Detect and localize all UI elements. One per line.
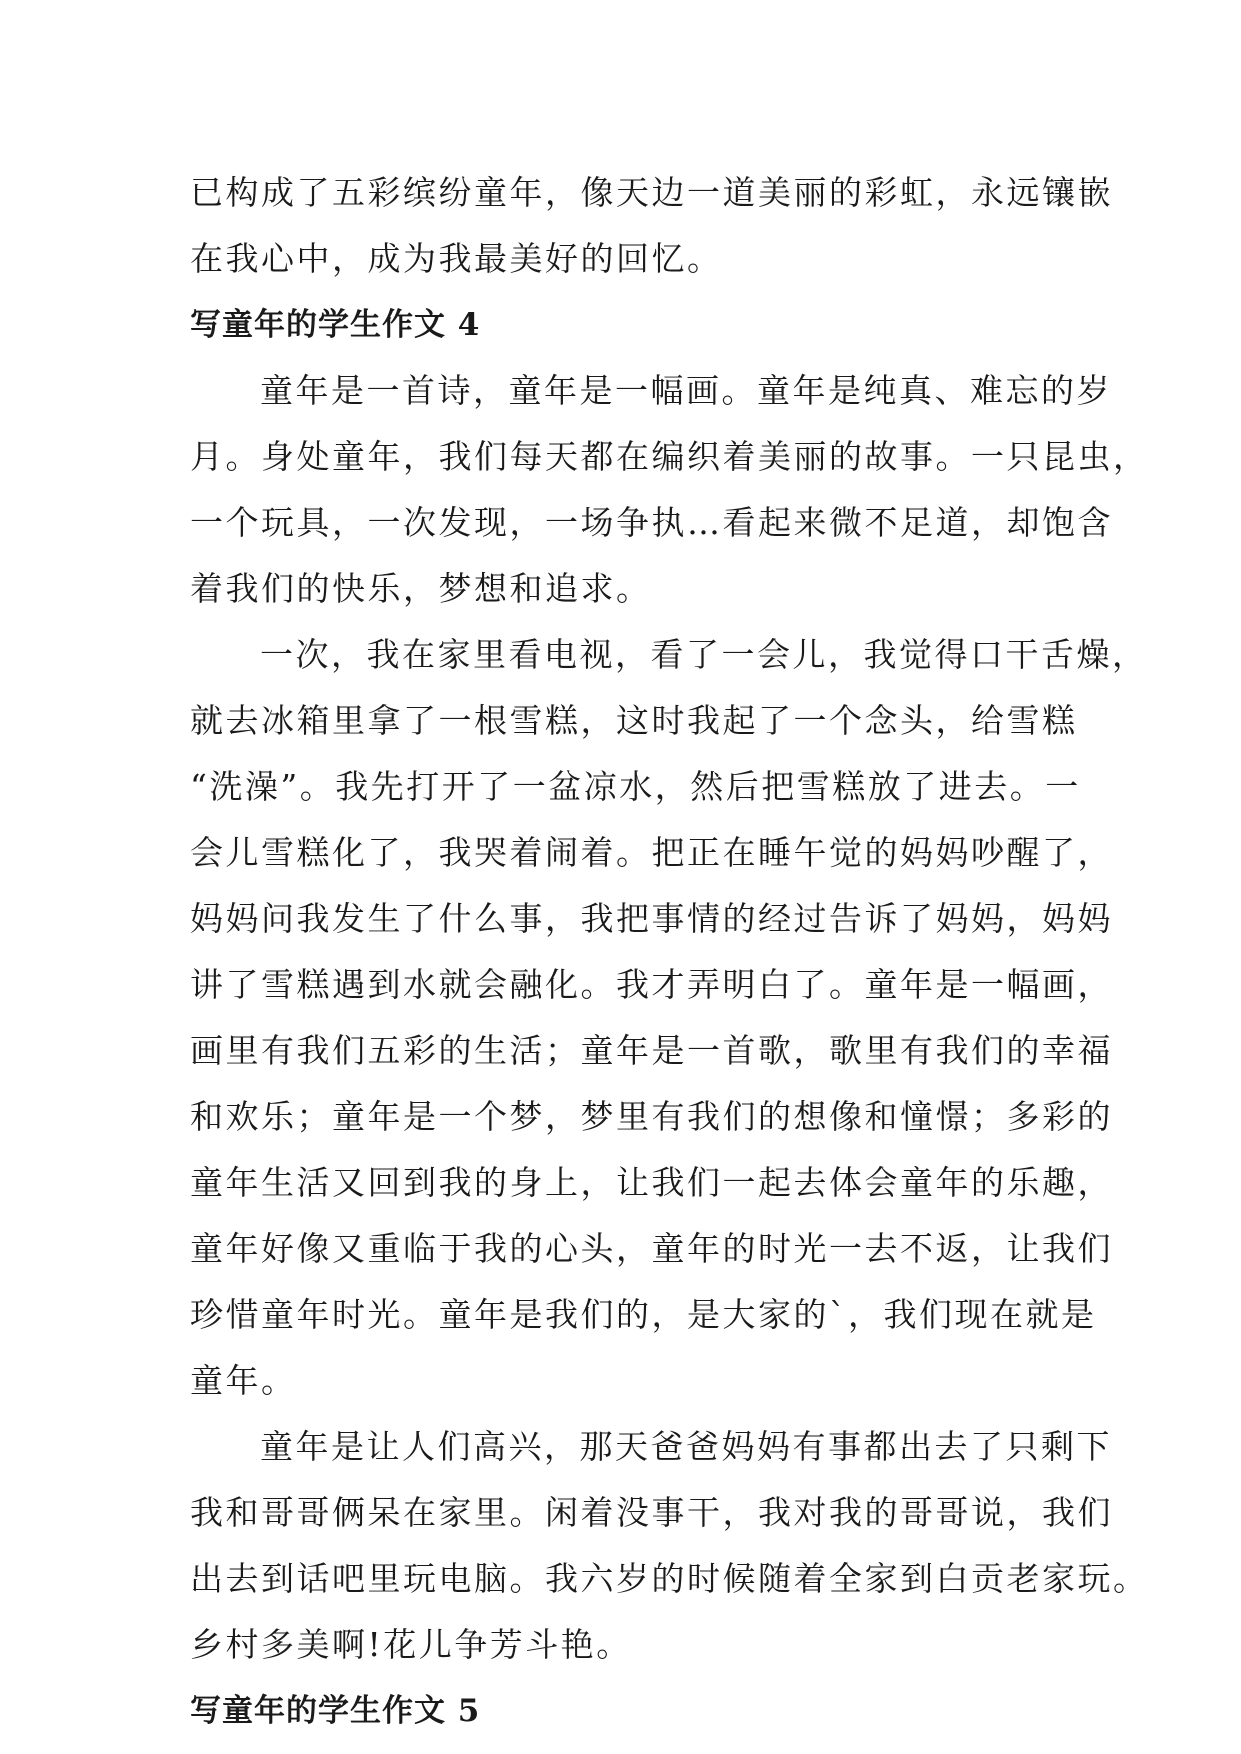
text-line: 已构成了五彩缤纷童年，像天边一道美丽的彩虹，永远镶嵌: [190, 173, 1113, 212]
paragraph-story: [190, 622, 1148, 1414]
text-line: 会儿雪糕化了，我哭着闹着。把正在睡午觉的妈妈吵醒了，: [190, 833, 1113, 872]
essay-heading-5: 写童年的学生作文 5: [190, 1693, 481, 1729]
text-line: 童年生活又回到我的身上，让我们一起去体会童年的乐趣，: [190, 1163, 1113, 1202]
text-line: 乡村多美啊!花儿争芳斗艳。: [190, 1625, 632, 1664]
text-line: 出去到话吧里玩电脑。我六岁的时候随着全家到白贡老家玩。: [190, 1559, 1149, 1598]
text-line: 珍惜童年时光。童年是我们的，是大家的`，我们现在就是: [190, 1295, 1097, 1334]
text-line: 童年好像又重临于我的心头，童年的时光一去不返，让我们: [190, 1229, 1113, 1268]
text-line: 着我们的快乐，梦想和追求。: [190, 569, 652, 608]
document-page: [190, 160, 1149, 1744]
essay-heading-4: 写童年的学生作文 4: [190, 307, 481, 343]
text-line: 月。身处童年，我们每天都在编织着美丽的故事。一只昆虫，: [190, 437, 1149, 476]
text-line: 和欢乐；童年是一个梦，梦里有我们的想像和憧憬；多彩的: [190, 1097, 1113, 1136]
text-line: 在我心中，成为我最美好的回忆。: [190, 239, 723, 278]
text-line: “洗澡”。我先打开了一盆凉水，然后把雪糕放了进去。一: [190, 767, 1081, 806]
paragraph-memory: [190, 1414, 1149, 1678]
text-line: 画里有我们五彩的生活；童年是一首歌，歌里有我们的幸福: [190, 1031, 1113, 1070]
text-line: 童年。: [190, 1361, 297, 1400]
text-line: 我和哥哥俩呆在家里。闲着没事干，我对我的哥哥说，我们: [190, 1493, 1113, 1532]
text-line: 讲了雪糕遇到水就会融化。我才弄明白了。童年是一幅画，: [190, 965, 1113, 1004]
text-line: 童年是让人们高兴，那天爸爸妈妈有事都出去了只剩下: [260, 1427, 1112, 1466]
text-line: 就去冰箱里拿了一根雪糕，这时我起了一个念头，给雪糕: [190, 701, 1078, 740]
paragraph-continuation: [190, 160, 1113, 292]
text-line: 一次，我在家里看电视，看了一会儿，我觉得口干舌燥，: [260, 635, 1148, 674]
text-line: 妈妈问我发生了什么事，我把事情的经过告诉了妈妈，妈妈: [190, 899, 1113, 938]
text-line: 一个玩具，一次发现，一场争执…看起来微不足道，却饱含: [190, 503, 1113, 542]
paragraph-intro: [190, 358, 1149, 622]
text-line: 童年是一首诗，童年是一幅画。童年是纯真、难忘的岁: [260, 371, 1112, 410]
